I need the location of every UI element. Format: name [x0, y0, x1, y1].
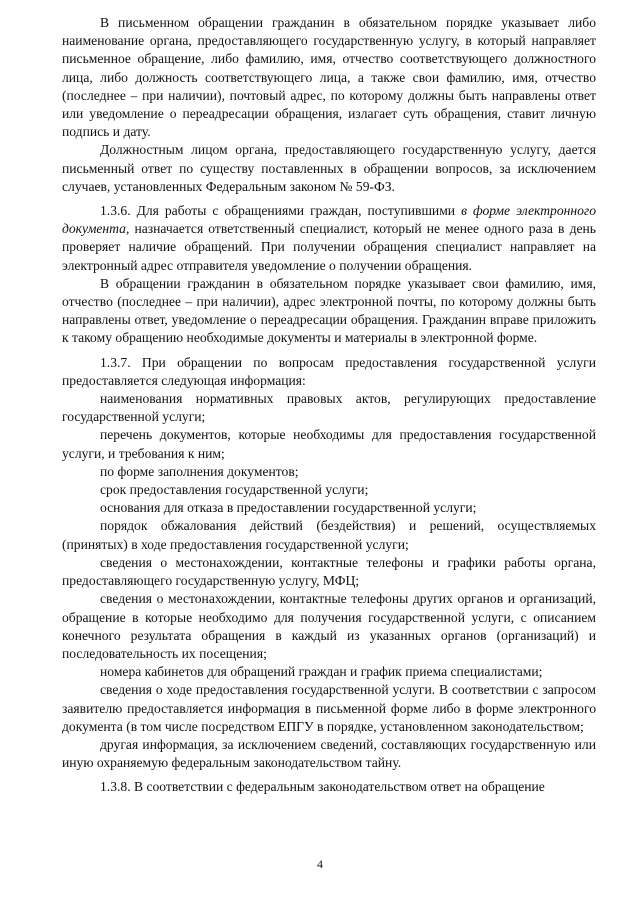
page-number: 4: [317, 857, 323, 871]
list-item-office-numbers: номера кабинетов для обращений граждан и график приема специалистами;: [100, 664, 543, 680]
paragraph-1-3-6-emphasis: в форме электронного документа: [62, 203, 596, 237]
list-item-form-filling: по форме заполнения документов;: [100, 463, 299, 479]
paragraph-written-response: Должностным лицом органа, предоставляющего государственную услугу, дается письменный ответ по существу поставленных в обращении вопросов, за исключением случаев, установленных Федеральным законом № 59-ФЗ.: [62, 142, 596, 194]
list-item-documents-list: перечень документов, которые необходимы для предоставления государственной услуги, и требования к ним;: [62, 427, 596, 461]
list-item-location-contacts: сведения о местонахождении, контактные телефоны и графики работы органа, предоставляющего государственную услугу, МФЦ;: [62, 554, 596, 589]
paragraph-1-3-6-end: , назначается ответственный специалист, который не менее одного раза в день проверяет наличие обращений. При получении обращения специалист направляет на электронный адрес отправителя уведомление о получении обращения.: [62, 221, 596, 273]
document-page: [62, 14, 596, 797]
list-item-legal-acts: наименования нормативных правовых актов, регулирующих предоставление государственной услуги;: [62, 391, 596, 425]
paragraph-written-appeal-requirements: В письменном обращении гражданин в обязательном порядке указывает либо наименование органа, предоставляющего государственную услугу, в который направляет письменное обращение, либо фамилию, имя, отчество соответствующего должностного лица, либо должность соответствующего лица, а также свои фамилию, имя, отчество (последнее – при наличии), почтовый адрес, по которому должны быть направлены ответ или уведомление о переадресации обращения, излагает суть обращения, ставит личную подпись и дату.: [62, 15, 596, 140]
list-item-other-organizations: сведения о местонахождении, контактные телефоны других органов и организаций, обращение в которые необходимо для получения государственной услуги, с описанием конечного результата обращения в каждый из указанных органов (организаций) и последовательность их посещения;: [62, 591, 596, 661]
paragraph-1-3-6: [62, 202, 596, 275]
paragraph-electronic-appeal-requirements: В обращении гражданин в обязательном порядке указывает свои фамилию, имя, отчество (последнее – при наличии), адрес электронной почты, по которому должны быть направлены ответ, уведомление о переадресации обращения. Гражданин вправе приложить к такому обращению необходимые документы и материалы в электронной форме.: [62, 275, 596, 346]
paragraph-1-3-8: 1.3.8. В соответствии с федеральным законодательством ответ на обращение: [100, 779, 545, 795]
list-item-service-term: срок предоставления государственной услуги;: [100, 482, 369, 498]
list-item-appeal-procedure: порядок обжалования действий (бездействия) и решений, осуществляемых (принятых) в ходе предоставления государственной услуги;: [62, 518, 596, 552]
list-item-other-information: другая информация, за исключением сведений, составляющих государственную или иную охраняемую федеральным законодательством тайну.: [62, 736, 596, 771]
paragraph-1-3-7: 1.3.7. При обращении по вопросам предоставления государственной услуги предоставляется следующая информация:: [62, 354, 596, 388]
list-item-service-progress: сведения о ходе предоставления государственной услуги. В соответствии с запросом заявителю предоставляется информация в письменной форме либо в форме электронного документа (в том числе посредством ЕПГУ в порядке, установленном законодательством;: [62, 682, 596, 734]
list-item-refusal-grounds: основания для отказа в предоставлении государственной услуги;: [100, 500, 477, 516]
paragraph-1-3-6-start: 1.3.6. Для работы с обращениями граждан, поступившими: [100, 203, 462, 219]
